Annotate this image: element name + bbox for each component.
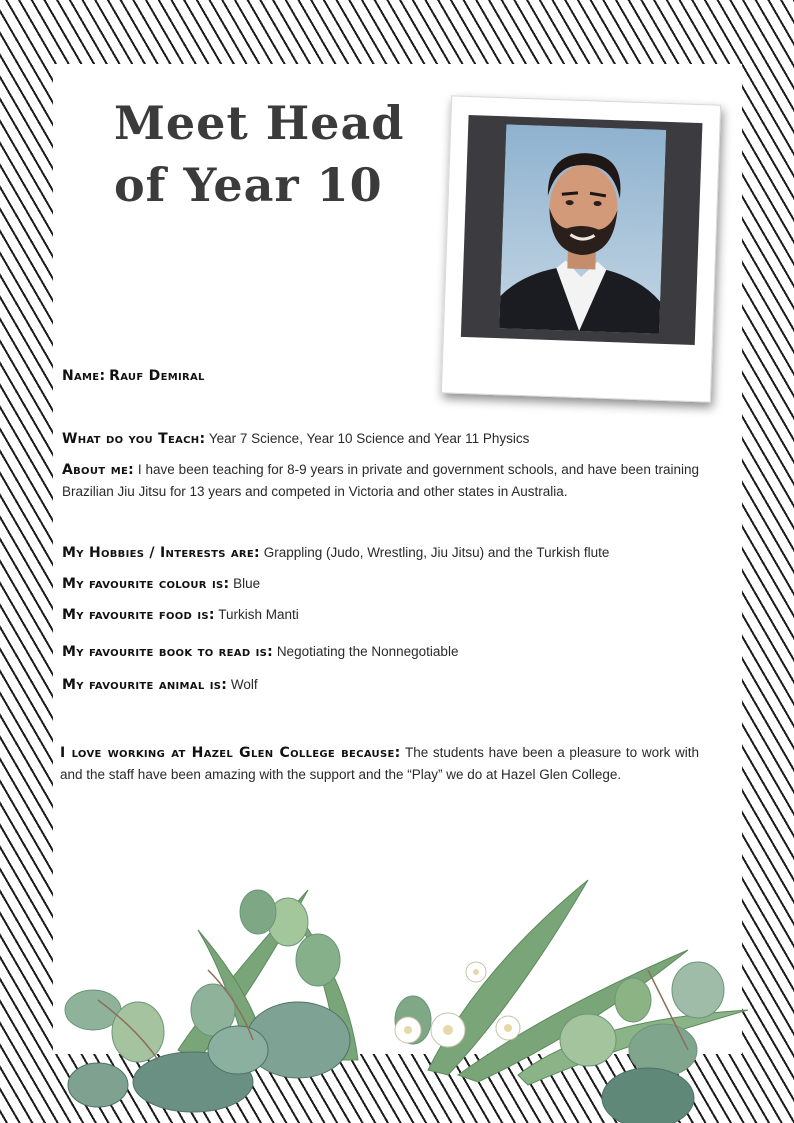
eucalyptus-leaves-icon bbox=[48, 860, 748, 1123]
book-value: Negotiating the Nonnegotiable bbox=[276, 644, 459, 659]
teach-label: What do you Teach: bbox=[62, 431, 206, 447]
name-label: Name: bbox=[62, 368, 106, 384]
love-row bbox=[60, 742, 699, 786]
title-line-2: of Year 10 bbox=[114, 158, 383, 212]
polaroid-frame bbox=[441, 95, 721, 402]
about-row bbox=[62, 459, 699, 503]
about-label: About me: bbox=[62, 462, 134, 478]
love-value: The students have been a pleasure to work with and the staff have been amazing with the support and the “Play” we do at Hazel Glen College. bbox=[60, 745, 700, 782]
book-row bbox=[62, 641, 699, 663]
hobbies-value: Grappling (Judo, Wrestling, Jiu Jitsu) and the Turkish flute bbox=[263, 545, 610, 560]
book-label: My favourite book to read is: bbox=[62, 644, 274, 660]
hobbies-row bbox=[62, 542, 699, 564]
food-value: Turkish Manti bbox=[218, 607, 299, 622]
food-row bbox=[62, 604, 699, 626]
animal-label: My favourite animal is: bbox=[62, 677, 228, 693]
teach-row bbox=[62, 428, 699, 450]
title-line-1: Meet Head bbox=[114, 96, 405, 150]
page-title bbox=[114, 92, 404, 216]
about-value: I have been teaching for 8-9 years in private and government schools, and have been training Brazilian Jiu Jitsu for 13 years and competed in Victoria and other states in Australia. bbox=[62, 462, 699, 499]
teach-value: Year 7 Science, Year 10 Science and Year 11 Physics bbox=[208, 431, 530, 446]
name-value: Rauf Demiral bbox=[109, 368, 205, 384]
animal-value: Wolf bbox=[230, 677, 258, 692]
colour-row bbox=[62, 573, 699, 595]
portrait-photo-icon bbox=[499, 124, 666, 333]
animal-row bbox=[62, 674, 699, 696]
name-row bbox=[62, 365, 699, 387]
photo-mat bbox=[461, 115, 703, 345]
colour-label: My favourite colour is: bbox=[62, 576, 230, 592]
hobbies-label: My Hobbies / Interests are: bbox=[62, 545, 260, 561]
food-label: My favourite food is: bbox=[62, 607, 215, 623]
colour-value: Blue bbox=[233, 576, 261, 591]
love-label: I love working at Hazel Glen College because: bbox=[60, 745, 401, 761]
